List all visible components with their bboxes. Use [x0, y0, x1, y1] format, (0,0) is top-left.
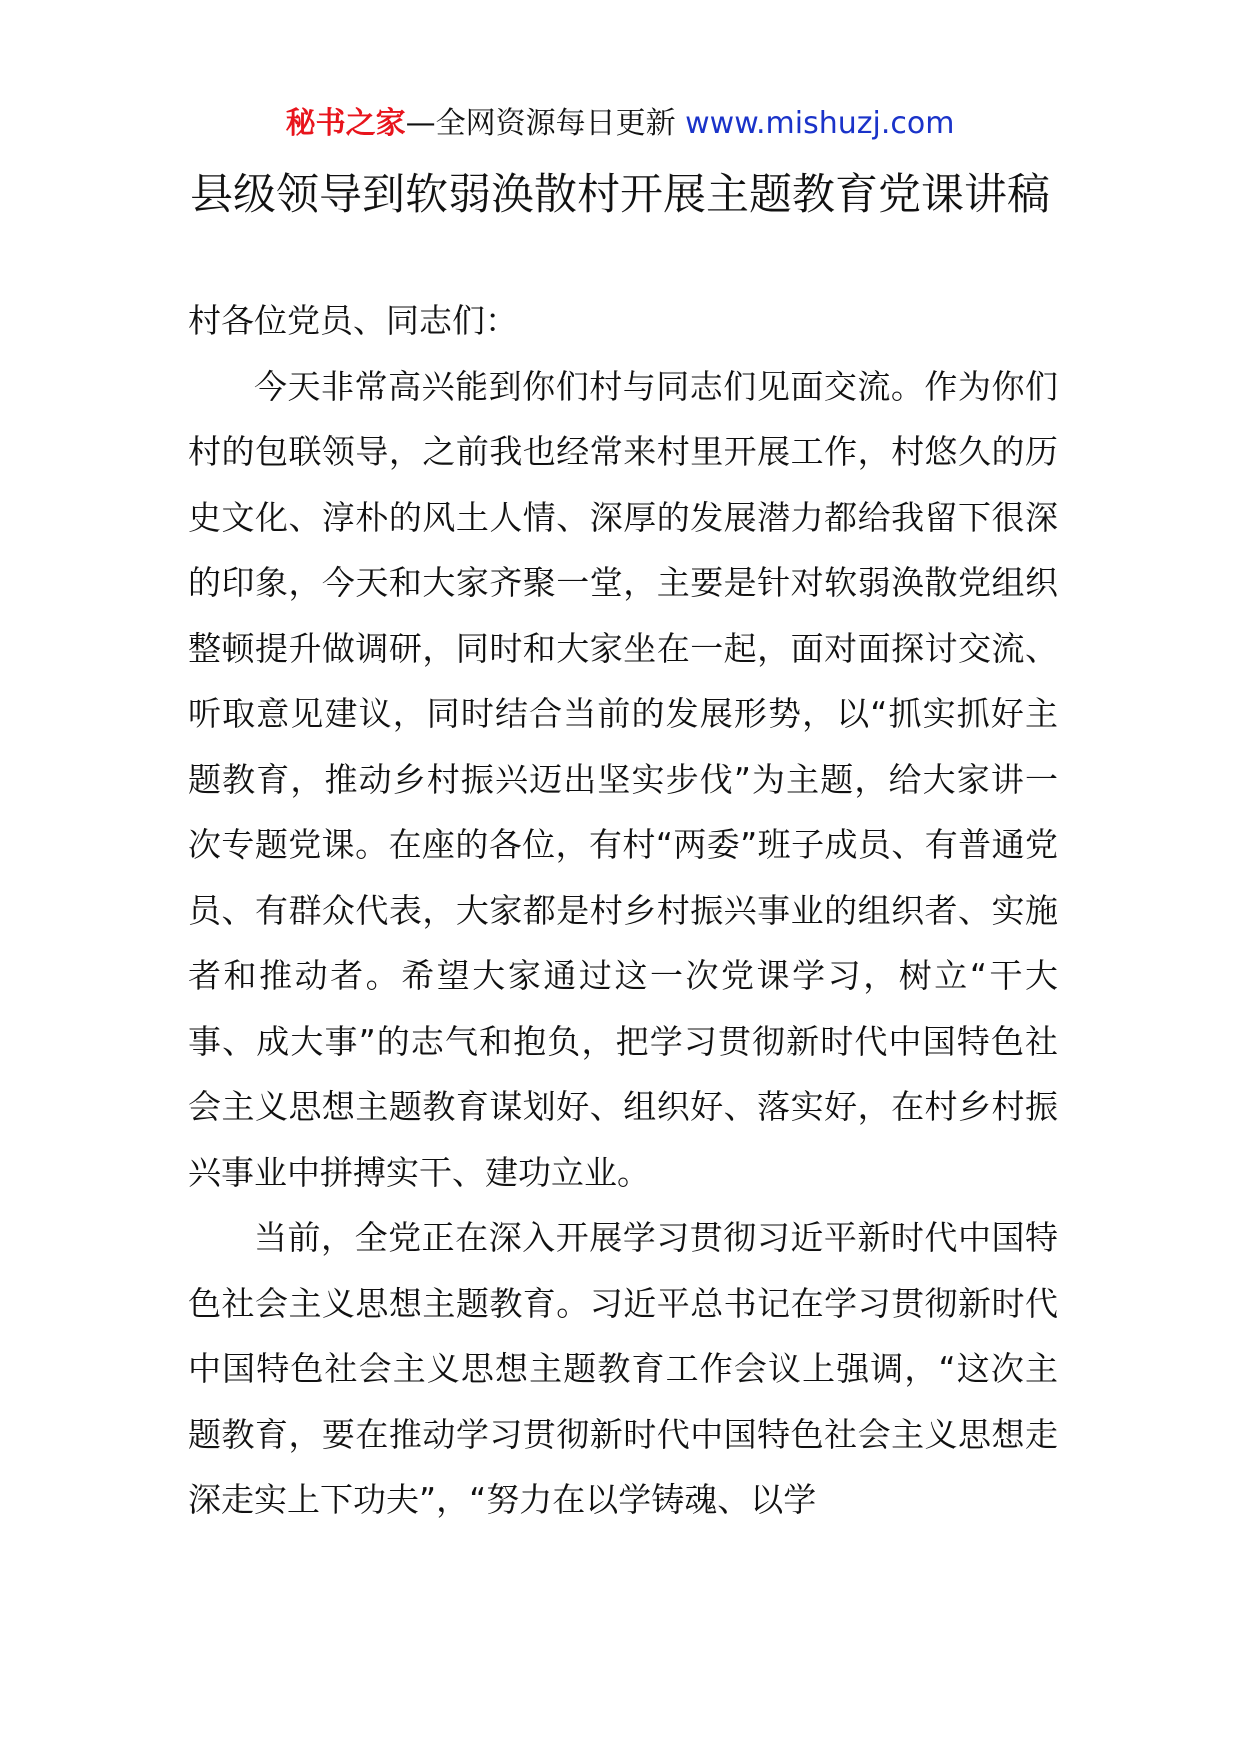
site-url[interactable]: www.mishuzj.com — [685, 106, 955, 141]
salutation: 村各位党员、同志们： — [188, 301, 518, 340]
document-title: 县级领导到软弱涣散村开展主题教育党课讲稿 — [190, 170, 1050, 220]
header-tagline: —全网资源每日更新 — [405, 106, 676, 141]
body-paragraph: 今天非常高兴能到你们村与同志们见面交流。作为你们村的包联领导，之前我也经常来村里开展工作，村悠久的历史文化、淳朴的风土人情、深厚的发展潜力都给我留下很深的印象，今天和大家齐聚一堂，主要是针对软弱涣散党组织整顿提升做调研，同时和大家坐在一起，面对面探讨交流、听取意见建议，同时结合当前的发展形势，以“抓实抓好主题教育，推动乡村振兴迈出坚实步伐”为主题，给大家讲一次专题党课。在座的各位，有村“两委”班子成员、有普通党员、有群众代表，大家都是村乡村振兴事业的组织者、实施者和推动者。希望大家通过这一次党课学习，树立“干大事、成大事”的志气和抱负，把学习贯彻新时代中国特色社会主义思想主题教育谋划好、组织好、落实好，在村乡村振兴事业中拼搏实干、建功立业。 — [188, 366, 1058, 1192]
document-body — [188, 288, 1058, 1533]
site-header — [0, 100, 1240, 148]
body-paragraph: 当前，全党正在深入开展学习贯彻习近平新时代中国特色社会主义思想主题教育。习近平总书记在学习贯彻新时代中国特色社会主义思想主题教育工作会议上强调，“这次主题教育，要在推动学习贯彻新时代中国特色社会主义思想走深走实上下功夫”，“努力在以学铸魂、以学 — [188, 1218, 1058, 1519]
brand-name: 秘书之家 — [285, 106, 406, 141]
